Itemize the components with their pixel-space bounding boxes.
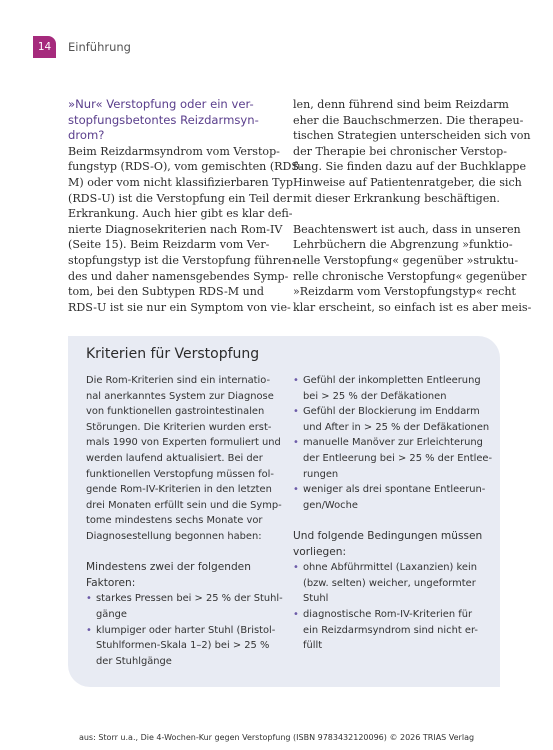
box-text-line: Diagnosestellung begonnen haben: <box>86 530 262 542</box>
bullet-icon: • <box>293 437 299 449</box>
running-header <box>33 36 131 58</box>
bullet-icon: • <box>293 484 299 496</box>
paragraph-line: klar erscheint, so einfach ist es aber meis- <box>293 300 532 314</box>
factors-heading <box>86 560 286 591</box>
bullet-item-continuation: der Stuhlgänge <box>96 655 172 667</box>
bullet-icon: • <box>293 375 299 386</box>
info-box-intro <box>86 373 286 545</box>
bullet-item-continuation: (bzw. selten) weicher, ungeformter <box>303 577 476 589</box>
section-subheading <box>68 97 283 144</box>
bullet-item: • starkes Pressen bei > 25 % der Stuhl- <box>86 591 286 607</box>
bullet-item-continuation: Stuhlformen-Skala 1–2) bei > 25 % <box>96 640 270 652</box>
paragraph-line: Beim Reizdarmsyndrom vom Verstop- <box>68 144 280 158</box>
paragraph-line: eher die Bauchschmerzen. Die therapeu- <box>293 113 524 127</box>
subheading-line: stopfungsbetontes Reizdarmsyn- <box>68 112 259 127</box>
box-text-line: funktionellen Verstopfung müssen fol- <box>86 468 274 480</box>
box-text-line: gende Rom-IV-Kriterien in den letzten <box>86 484 272 496</box>
factors-list <box>86 591 286 669</box>
box-subheading-line: Und folgende Bedingungen müssen <box>293 529 483 542</box>
chapter-title: Einführung <box>68 40 131 54</box>
right-column <box>293 97 532 315</box>
bullet-icon: • <box>293 406 299 418</box>
bullet-item-continuation: füllt <box>303 640 323 652</box>
left-column <box>68 97 304 315</box>
paragraph-line: nelle Verstopfung« gegenüber »struktu- <box>293 253 519 267</box>
box-text-line: nal anerkanntes System zur Diagnose <box>86 390 274 402</box>
paragraph-line: RDS-U ist sie nur ein Symptom von vie- <box>68 300 291 314</box>
bullet-item: • ohne Abführmittel (Laxanzien) kein <box>293 560 493 576</box>
subheading-line: »Nur« Verstopfung oder ein ver- <box>68 97 254 111</box>
paragraph-line: nierte Diagnosekriterien nach Rom-IV <box>68 222 283 236</box>
bullet-item: • Gefühl der inkompletten Entleerung <box>293 373 493 389</box>
paragraph-line: relle chronische Verstopfung« gegenüber <box>293 269 527 283</box>
paragraph-line: fung. Sie finden dazu auf der Buchklappe <box>293 160 527 174</box>
bullet-item-continuation: gänge <box>96 608 127 620</box>
box-text-line: drei Monaten erfüllt sein und die Symp- <box>86 499 282 511</box>
paragraph-line: Hinweise auf Patientenratgeber, die sich <box>293 175 522 189</box>
page-number: 14 <box>33 36 56 58</box>
paragraph-line: len, denn führend sind beim Reizdarm <box>293 98 509 111</box>
info-box-title: Kriterien für Verstopfung <box>86 346 260 362</box>
factors-list <box>293 373 493 513</box>
bullet-item-continuation: ein Reizdarmsyndrom sind nicht er- <box>303 624 478 636</box>
paragraph-line: tischen Strategien unterscheiden sich von <box>293 129 531 143</box>
paragraph-line: der Therapie bei chronischer Verstop- <box>293 144 508 158</box>
paragraph-line: mit dieser Erkrankung beschäftigen. <box>293 191 500 205</box>
bullet-item-continuation: gen/Woche <box>303 499 358 511</box>
bullet-item-continuation: Stuhl <box>303 593 329 605</box>
paragraph-line: M) oder vom nicht klassifizierbaren Typ <box>68 175 293 189</box>
box-text-line: mals 1990 von Experten formuliert und <box>86 437 281 449</box>
bullet-item-continuation: bei > 25 % der Defäkationen <box>303 390 447 402</box>
bullet-item: • Gefühl der Blockierung im Enddarm <box>293 404 493 420</box>
bullet-item: • diagnostische Rom-IV-Kriterien für <box>293 607 493 623</box>
bullet-icon: • <box>86 593 92 605</box>
box-text-line: von funktionellen gastrointestinalen <box>86 406 265 418</box>
subheading-line: drom? <box>68 128 105 143</box>
bullet-icon: • <box>86 624 92 636</box>
bullet-item-continuation: der Entleerung bei > 25 % der Entlee- <box>303 452 493 464</box>
bullet-item-continuation: und After in > 25 % der Defäkationen <box>303 421 490 433</box>
bullet-item-continuation: rungen <box>303 468 339 480</box>
box-text-line: werden laufend aktualisiert. Bei der <box>86 452 263 464</box>
info-box-left-column <box>86 373 286 669</box>
box-subheading-line: Faktoren: <box>86 576 136 589</box>
source-footer: aus: Storr u.a., Die 4-Wochen-Kur gegen Verstopfung (ISBN 9783432120096) © 2026 TRIAS Verlag <box>78 733 475 742</box>
paragraph-line: Beachtenswert ist auch, dass in unseren <box>293 222 521 236</box>
box-subheading-line: vorliegen: <box>293 545 347 558</box>
paragraph-line: (Seite 15). Beim Reizdarm vom Ver- <box>68 238 270 252</box>
bullet-icon: • <box>293 562 299 574</box>
box-subheading-line: Mindestens zwei der folgenden <box>86 561 251 574</box>
paragraph-line: fungstyp (RDS-O), vom gemischten (RDS- <box>68 160 304 174</box>
paragraph-line: Erkrankung. Auch hier gibt es klar defi- <box>68 207 293 221</box>
body-paragraph <box>293 97 531 206</box>
box-text-line: tome mindestens sechs Monate vor <box>86 515 263 527</box>
paragraph-line: des und daher namensgebendes Symp- <box>68 269 289 283</box>
bullet-item: • weniger als drei spontane Entleerun- <box>293 482 493 498</box>
paragraph-line: »Reizdarm vom Verstopfungstyp« recht <box>293 285 516 299</box>
conditions-heading <box>293 529 493 560</box>
info-box-right-column <box>293 373 493 654</box>
box-text-line: Störungen. Die Kriterien wurden erst- <box>86 421 272 433</box>
paragraph-line: Lehrbüchern die Abgrenzung »funktio- <box>293 238 513 252</box>
paragraph-line: stopfungstyp ist die Verstopfung führen- <box>68 253 296 267</box>
paragraph-line: (RDS-U) ist die Verstopfung ein Teil der <box>68 191 292 205</box>
bullet-item: • manuelle Manöver zur Erleichterung <box>293 435 493 451</box>
body-paragraph <box>68 144 304 316</box>
conditions-list <box>293 560 493 654</box>
info-box <box>68 336 500 687</box>
box-text-line: Die Rom-Kriterien sind ein internatio- <box>86 375 271 386</box>
paragraph-line: tom, bei den Subtypen RDS-M und <box>68 285 264 299</box>
bullet-item: • klumpiger oder harter Stuhl (Bristol- <box>86 623 286 639</box>
bullet-icon: • <box>293 608 299 620</box>
body-paragraph <box>293 222 532 316</box>
